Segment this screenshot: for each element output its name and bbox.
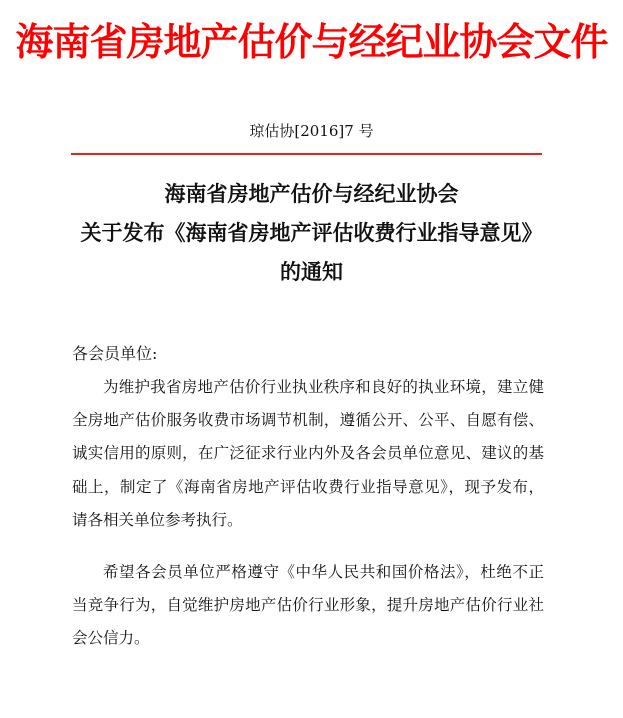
salutation: 各会员单位: (72, 344, 158, 363)
title-line-1: 海南省房地产估价与经纪业协会 (164, 181, 459, 206)
letterhead-title: 海南省房地产估价与经纪业协会文件 (15, 20, 608, 64)
title-line-3: 的通知 (280, 259, 343, 284)
document-number: 琼估协[2016]7 号 (249, 122, 374, 140)
title-line-2: 关于发布《海南省房地产评估收费行业指导意见》 (80, 220, 543, 245)
body-paragraph-2: 希望各会员单位严格遵守《中华人民共和国价格法》，杜绝不正当竞争行为，自觉维护房地产估价行业形象，提升房地产估价行业社会公信力。 (72, 563, 544, 648)
body-paragraph-1: 为维护我省房地产估价行业执业秩序和良好的执业环境，建立健全房地产估价服务收费市场调节机制，遵循公开、公平、自愿有偿、诚实信用的原则，在广泛征求行业内外及各会员单位意见、建议的基础上，制定了《海南省房地产评估收费行业指导意见》，现予发布，请各相关单位参考执行。 (72, 378, 544, 529)
red-separator-rule (71, 153, 542, 155)
notice-title (0, 174, 623, 291)
